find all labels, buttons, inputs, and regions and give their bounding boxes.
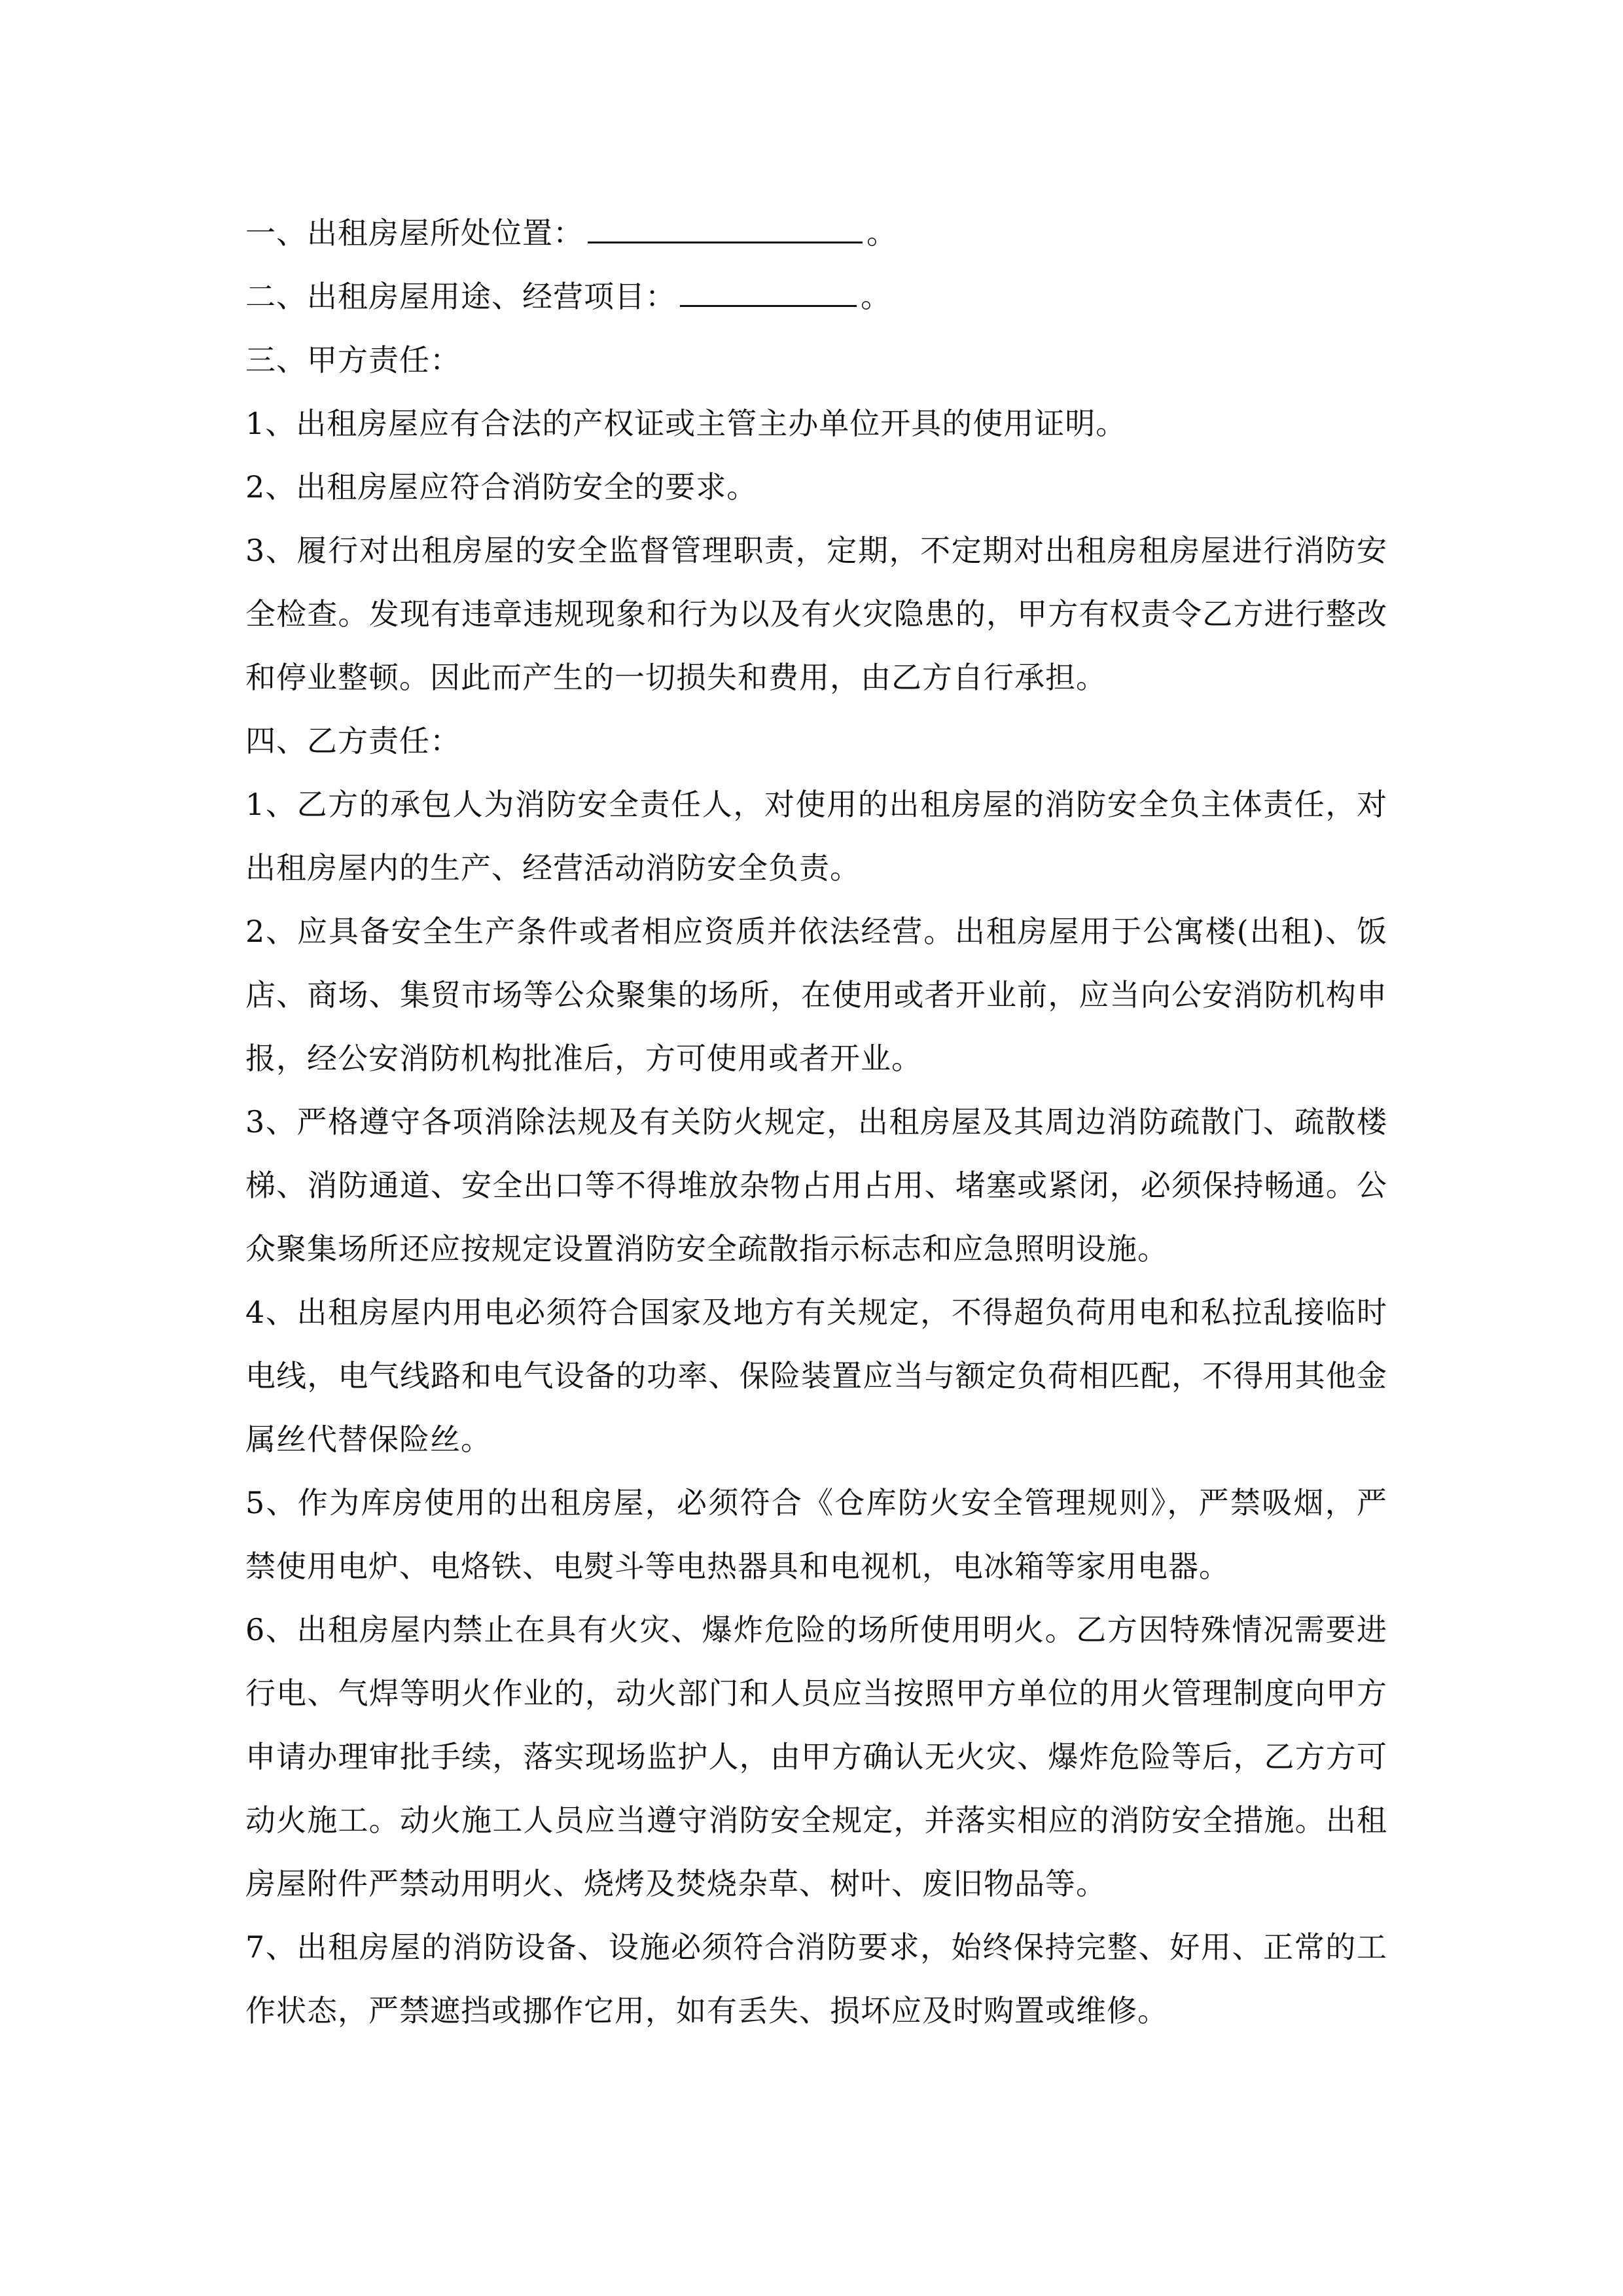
clause-location (245, 202, 1387, 265)
party-a-item-2: 2、出租房屋应符合消防安全的要求。 (245, 469, 758, 505)
party-a-item-3: 3、履行对出租房屋的安全监督管理职责，定期，不定期对出租房租房屋进行消防安全检查。发现有违章违规现象和行为以及有火灾隐患的，甲方有权责令乙方进行整改和停业整顿。因此而产生的一切损失和费用，由乙方自行承担。 (245, 533, 1387, 695)
party-b-item-2: 2、应具备安全生产条件或者相应资质并依法经营。出租房屋用于公寓楼(出租)、饭店、商场、集贸市场等公众聚集的场所，在使用或者开业前，应当向公安消防机构申报，经公安消防机构批准后，方可使用或者开业。 (245, 914, 1387, 1076)
party-b-item-7: 7、出租房屋的消防设备、设施必须符合消防要求，始终保持完整、好用、正常的工作状态，严禁遮挡或挪作它用，如有丢失、损坏应及时购置或维修。 (245, 1929, 1387, 2028)
clause-location-end: 。 (866, 215, 897, 251)
location-blank-line (588, 215, 863, 243)
clause-usage-label: 二、出租房屋用途、经营项目： (245, 279, 676, 314)
clause-location-label: 一、出租房屋所处位置： (245, 215, 584, 251)
party-b-item-5: 5、作为库房使用的出租房屋，必须符合《仓库防火安全管理规则》，严禁吸烟，严禁使用电炉、电烙铁、电熨斗等电热器具和电视机，电冰箱等家用电器。 (245, 1485, 1387, 1584)
section-heading-party-a: 三、甲方责任： (245, 342, 461, 378)
clause-usage-end: 。 (861, 279, 891, 314)
party-b-item-3: 3、严格遵守各项消除法规及有关防火规定，出租房屋及其周边消防疏散门、疏散楼梯、消防通道、安全出口等不得堆放杂物占用占用、堵塞或紧闭，必须保持畅通。公众聚集场所还应按规定设置消防安全疏散指示标志和应急照明设施。 (245, 1104, 1387, 1266)
party-b-item-1: 1、乙方的承包人为消防安全责任人，对使用的出租房屋的消防安全负主体责任，对出租房屋内的生产、经营活动消防安全负责。 (245, 787, 1387, 886)
usage-blank-line (680, 279, 857, 307)
clause-usage (245, 265, 1387, 329)
section-heading-party-b: 四、乙方责任： (245, 723, 461, 759)
party-a-item-1: 1、出租房屋应有合法的产权证或主管主办单位开具的使用证明。 (245, 406, 1127, 441)
party-b-item-6: 6、出租房屋内禁止在具有火灾、爆炸危险的场所使用明火。乙方因特殊情况需要进行电、气焊等明火作业的，动火部门和人员应当按照甲方单位的用火管理制度向甲方申请办理审批手续，落实现场监护人，由甲方确认无火灾、爆炸危险等后，乙方方可动火施工。动火施工人员应当遵守消防安全规定，并落实相应的消防安全措施。出租房屋附件严禁动用明火、烧烤及焚烧杂草、树叶、废旧物品等。 (245, 1612, 1387, 1901)
party-b-item-4: 4、出租房屋内用电必须符合国家及地方有关规定，不得超负荷用电和私拉乱接临时电线，电气线路和电气设备的功率、保险装置应当与额定负荷相匹配，不得用其他金属丝代替保险丝。 (245, 1295, 1387, 1457)
document-body (245, 202, 1387, 2043)
